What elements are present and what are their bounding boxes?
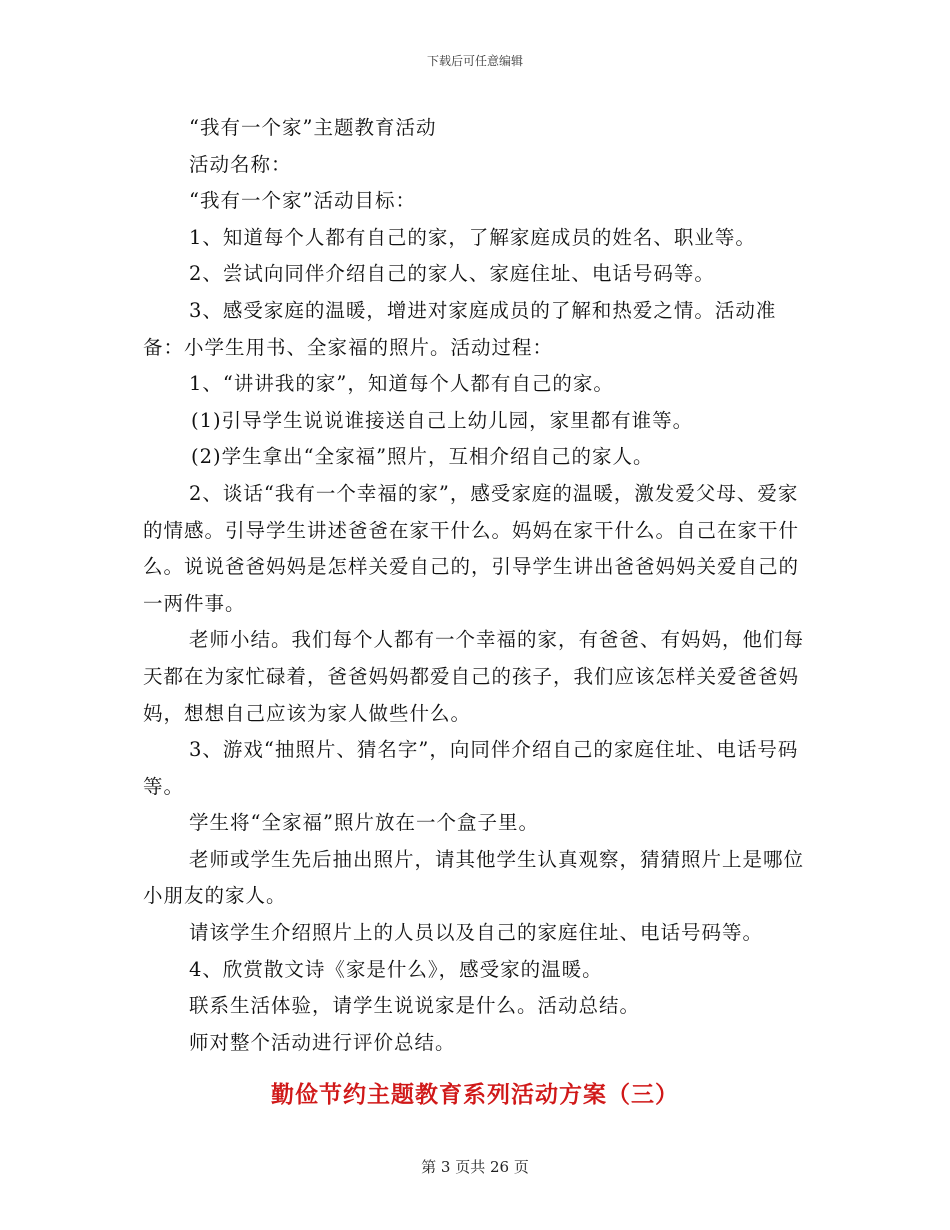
paragraph: 老师小结。我们每个人都有一个幸福的家，有爸爸、有妈妈，他们每天都在为家忙碌着，爸爸妈妈都爱自己的孩子，我们应该怎样关爱爸爸妈妈，想想自己应该为家人做些什么。 bbox=[143, 628, 805, 725]
goal-item: 2、尝试向同伴介绍自己的家人、家庭住址、电话号码等。 bbox=[189, 262, 715, 286]
document-body bbox=[143, 110, 813, 1061]
process-step: 2、谈话“我有一个幸福的家”，感受家庭的温暖，激发爱父母、爱家的情感。引导学生讲述爸爸在家干什么。妈妈在家干什么。自己在家干什么。说说爸爸妈妈是怎样关爱自己的，引导学生讲出爸爸妈妈关爱自己的一两件事。 bbox=[143, 481, 800, 615]
process-step: 3、游戏“抽照片、猜名字”，向同伴介绍自己的家庭住址、电话号码等。 bbox=[143, 738, 799, 798]
paragraph: 请该学生介绍照片上的人员以及自己的家庭住址、电话号码等。 bbox=[189, 921, 764, 945]
next-section-heading: 勤俭节约主题教育系列活动方案（三） bbox=[271, 1082, 679, 1108]
paragraph: 活动名称： bbox=[189, 152, 292, 176]
process-substep: (2)学生拿出“全家福”照片，互相介绍自己的家人。 bbox=[191, 445, 654, 469]
goal-item: 1、知道每个人都有自己的家，了解家庭成员的姓名、职业等。 bbox=[189, 225, 756, 249]
process-step: 1、“讲讲我的家”，知道每个人都有自己的家。 bbox=[189, 372, 614, 396]
process-substep: (1)引导学生说说谁接送自己上幼儿园，家里都有谁等。 bbox=[191, 408, 694, 432]
process-step: 4、欣赏散文诗《家是什么》，感受家的温暖。 bbox=[189, 957, 603, 981]
paragraph: 老师或学生先后抽出照片，请其他学生认真观察，猜猜照片上是哪位小朋友的家人。 bbox=[143, 847, 805, 908]
paragraph: 师对整个活动进行评价总结。 bbox=[189, 1030, 456, 1054]
paragraph: 学生将“全家福”照片放在一个盒子里。 bbox=[189, 811, 539, 835]
paragraph: “我有一个家”活动目标： bbox=[189, 189, 416, 213]
goal-item: 3、感受家庭的温暖，增进对家庭成员的了解和热爱之情。活动准备：小学生用书、全家福的照片。活动过程： bbox=[143, 298, 777, 359]
page-number: 第 3 页共 26 页 bbox=[421, 1158, 529, 1176]
section-title: “我有一个家”主题教育活动 bbox=[189, 116, 437, 139]
page-header-note: 下载后可任意编辑 bbox=[426, 54, 523, 68]
paragraph: 联系生活体验，请学生说说家是什么。活动总结。 bbox=[189, 994, 641, 1018]
